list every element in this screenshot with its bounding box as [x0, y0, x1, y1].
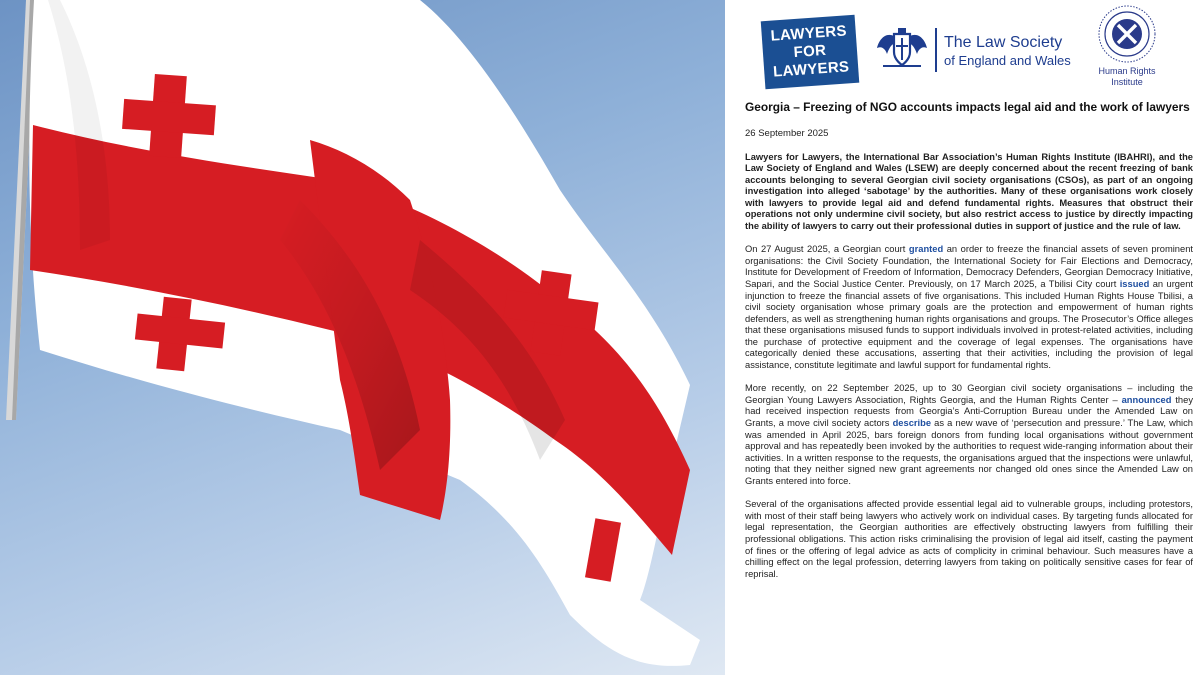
article-body: [745, 100, 1193, 592]
link-issued[interactable]: issued: [1119, 279, 1150, 290]
paragraph-court-orders: On 27 August 2025, a Georgian court granted an order to freeze the financial assets of seven prominent organisations: the Civil Society Foundation, the International Society for Fair Elections and Democracy, Institute for Development of Freedom of Information, Democracy Defenders, Georgian Democracy Initiative, Sapari, and the Social Justice Center. Previously, on 17 March 2025, a Tbilisi City court issued an urgent injunction to freeze the financial assets of five organisations. This included Human Rights House Tbilisi, a civil society organisation whose primary goals are the protection and empowerment of human rights defenders, as well as strengthening human rights organisations and groups. The Prosecutor’s Office alleges that these organisations misused funds to support individuals involved in protest-related activities, including the purchase of protective equipment and the coverage of legal expenses. The organisations have categorically denied these accusations, asserting that their activities, including the provision of legal assistance, constitute legitimate and lawful support for fundamental rights.: [745, 244, 1193, 370]
lawyers-for-lawyers-logo: LAWYERS FOR LAWYERS: [761, 15, 860, 89]
iba-seal-icon: [1097, 4, 1157, 64]
document-title: Georgia – Freezing of NGO accounts impacts legal aid and the work of lawyers: [745, 100, 1190, 114]
law-society-divider: [935, 28, 937, 72]
press-statement: [725, 0, 1200, 675]
link-announced[interactable]: announced: [1121, 394, 1172, 405]
link-describe[interactable]: describe: [892, 418, 932, 429]
iba-hri-label: Human Rights Institute: [1098, 66, 1156, 87]
law-society-logo-text: The Law Society of England and Wales: [944, 34, 1071, 68]
lead-paragraph: Lawyers for Lawyers, the International Bar Association’s Human Rights Institute (IBAHRI), and the Law Society of England and Wales (LSEW) are deeply concerned about the recent freezing of bank accounts belonging to several Georgian civil society organisations (CSOs), as part of an ongoing investigation into alleged ‘sabotage’ by the authorities. Many of these organisations work closely with lawyers to provide legal aid and defend fundamental rights. Measures that obstruct their operations not only undermine civil society, but also restrict access to justice by directly impacting the ability of lawyers to carry out their professional duties in support of justice and the rule of law.: [745, 151, 1193, 231]
document-date: 26 September 2025: [745, 128, 829, 139]
link-granted[interactable]: granted: [908, 244, 944, 255]
law-society-crest-icon: [873, 26, 931, 72]
paragraph-legal-aid-impact: Several of the organisations affected provide essential legal aid to vulnerable groups, including protestors, with most of their staff being lawyers who actively work on individual cases. By targeting funds allocated for legal representation, the Georgian authorities are effectively obstructing lawyers from fulfilling their professional obligations. This action risks criminalising the provision of legal aid itself, casting the payment of fines or the offering of legal advice as acts of complicity in criminal behaviour. Such measures have a chilling effect on the legal profession, deterring lawyers from taking on politically sensitive cases for fear of reprisal.: [745, 499, 1193, 579]
paragraph-inspection-requests: More recently, on 22 September 2025, up to 30 Georgian civil society organisations – including the Georgian Young Lawyers Association, Rights Georgia, and the Human Rights Center – announced they had received inspection requests from Georgia’s Anti-Corruption Bureau under the Amended Law on Grants, a move civil society actors describe as a new wave of ‘persecution and pressure.’ The Law, which was amended in April 2025, bars foreign donors from funding local organisations without government approval and has repeatedly been invoked by the authorities to request wide-ranging information about their activities. In a written response to the requests, the organisations argued that the inspections were unlawful, noting that they neither signed new grant agreements nor changed old ones since the Amended Law on Grants entered into force.: [745, 383, 1194, 486]
logo-header: [725, 0, 1200, 95]
